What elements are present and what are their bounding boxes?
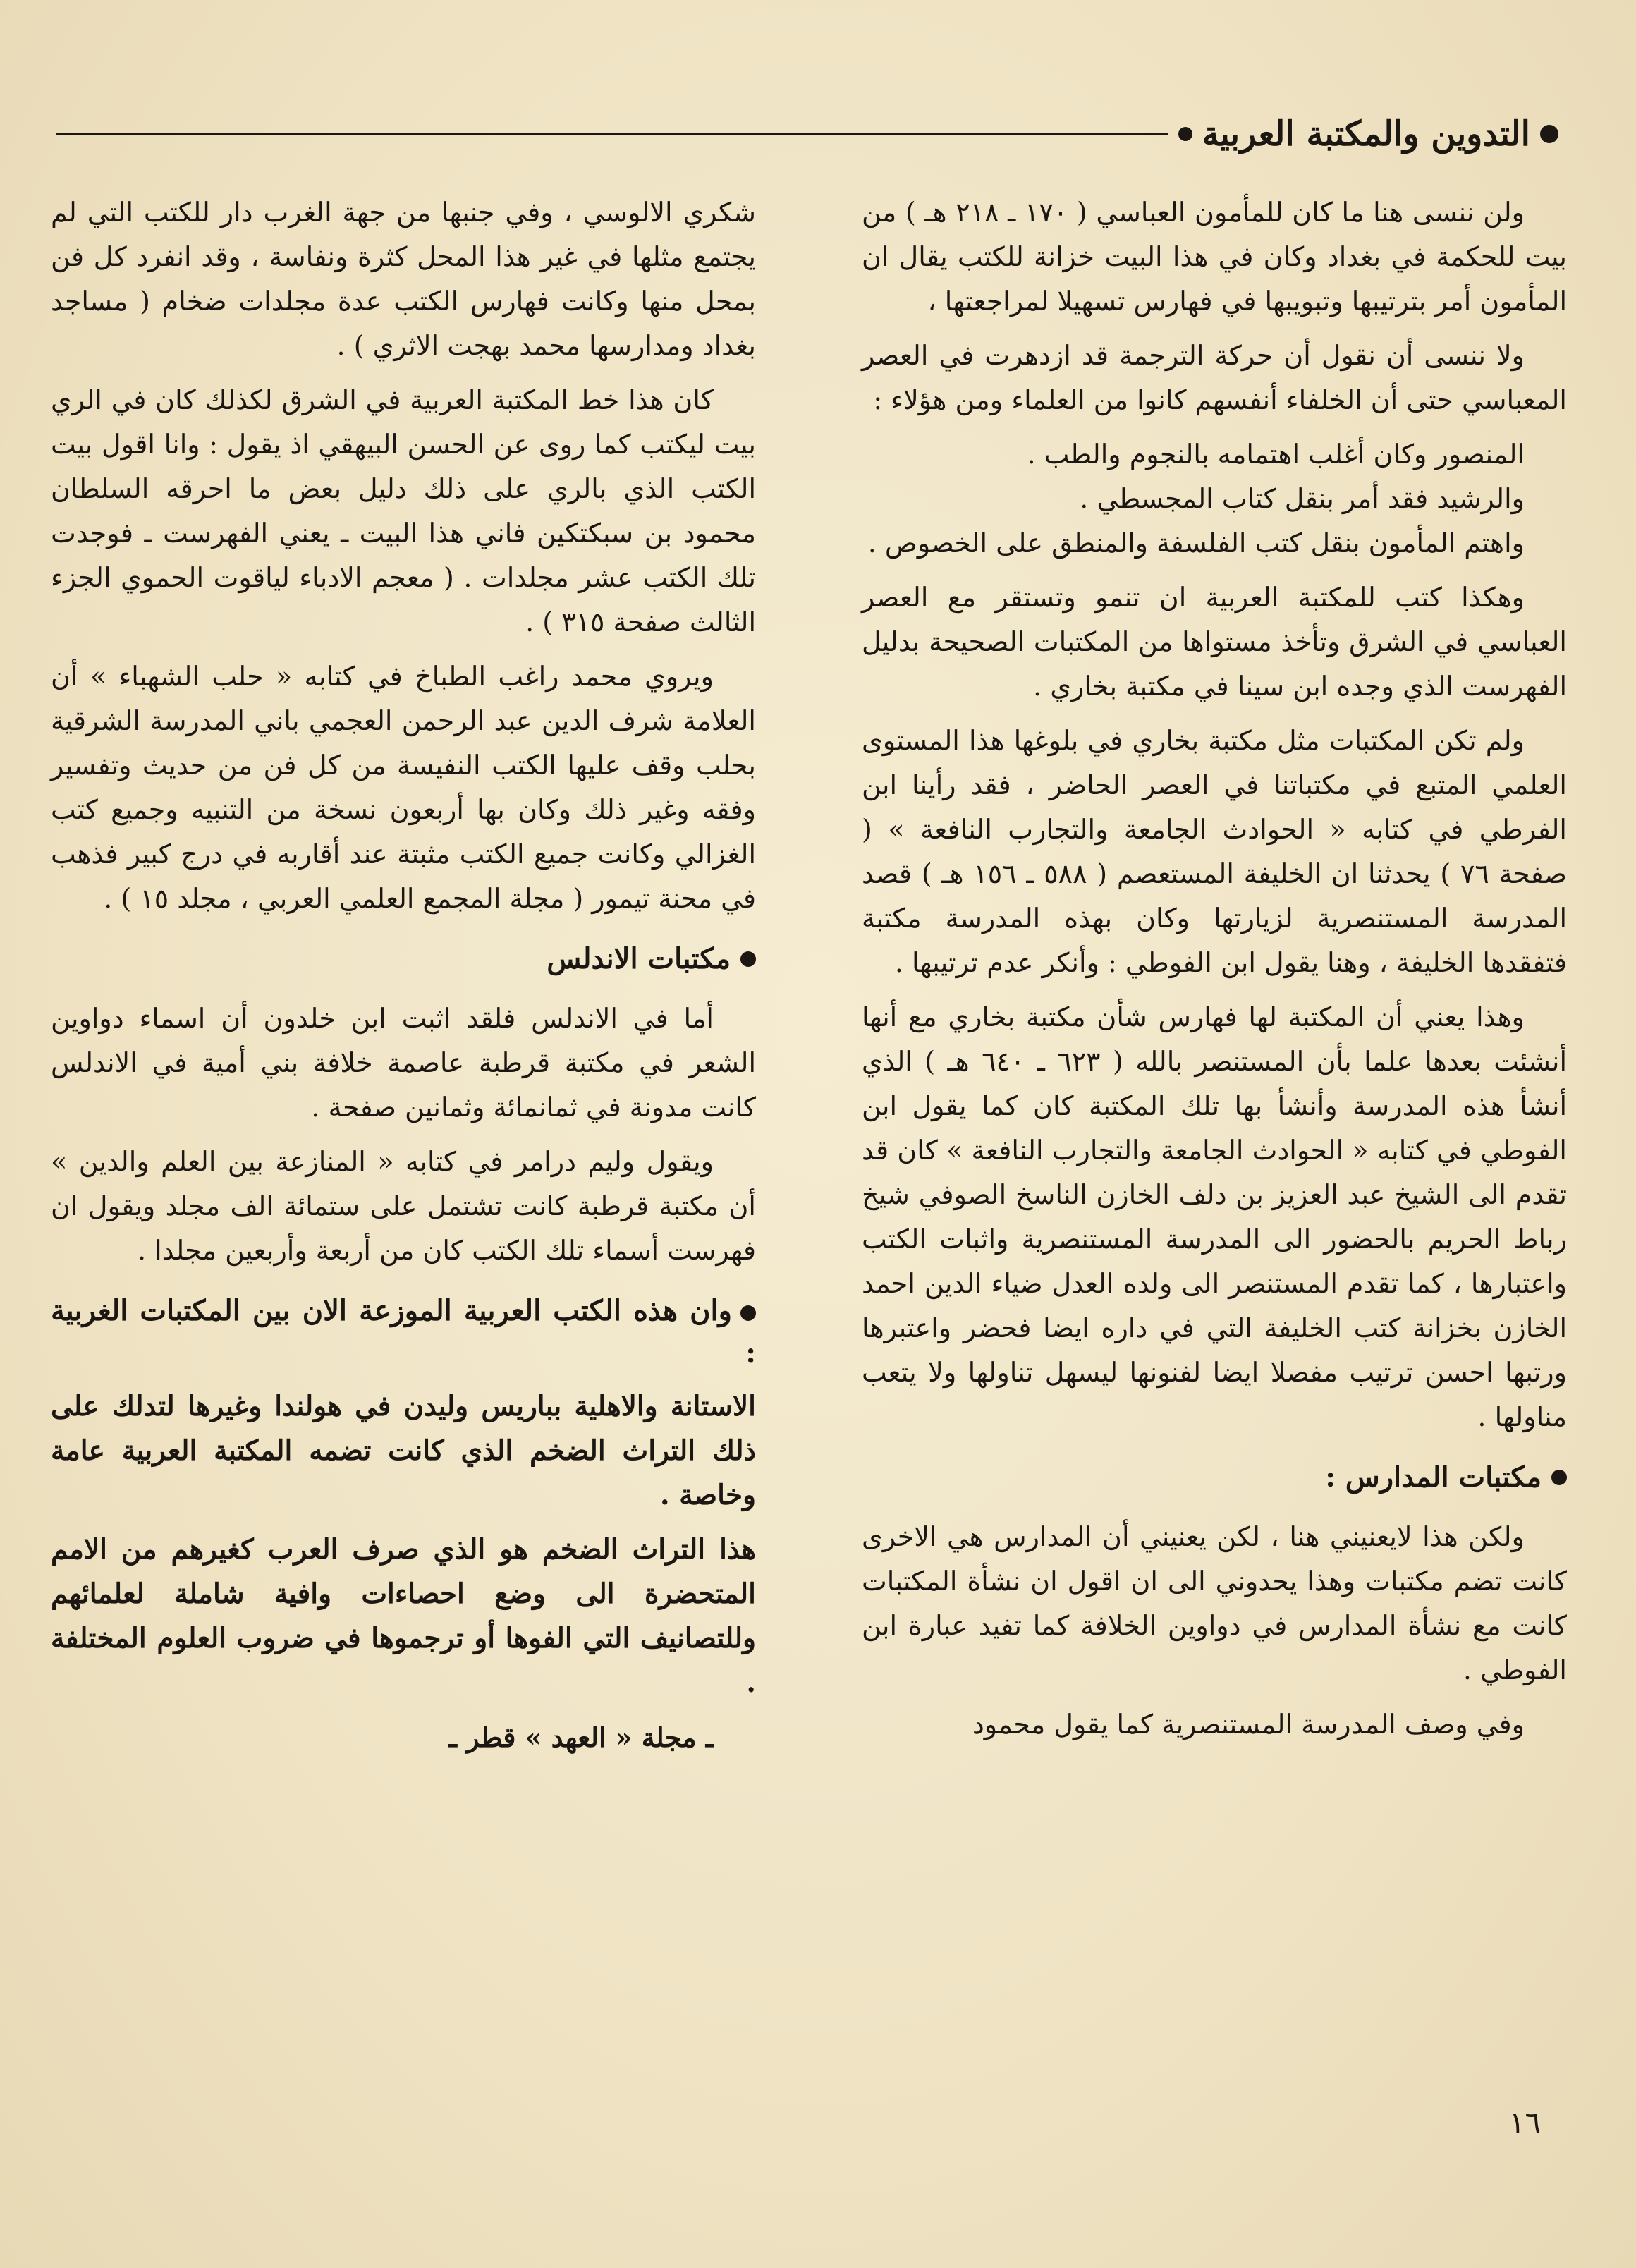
right-column: [862, 190, 1567, 1757]
paragraph: ولن ننسى هنا ما كان للمأمون العباسي ( ١٧٠ ـ ٢١٨ هـ ) من بيت للحكمة في بغداد وكان في هذا البيت خزانة للكتب يقال ان المأمون أمر بترتيبها وتبويبها في فهارس تسهيلا لمراجعتها ،: [862, 197, 1567, 317]
source-credit: ـ مجلة « العهد » قطر ـ: [448, 1721, 714, 1753]
paragraph: والرشيد فقد أمر بنقل كتاب المجسطي .: [1080, 483, 1525, 514]
running-header: [56, 106, 1558, 162]
paragraph: أما في الاندلس فلقد اثبت ابن خلدون أن اسماء دواوين الشعر في مكتبة قرطبة عاصمة خلافة بني أمية في الاندلس كانت مدونة في ثمانمائة وثمانين صفحة .: [51, 1003, 757, 1123]
section-heading: [51, 1290, 756, 1374]
bullet-icon: [740, 1305, 756, 1321]
paragraph: الاستانة والاهلية بباريس وليدن في هولندا وغيرها لتدلك على ذلك التراث الضخم الذي كانت تضمه المكتبة العربية عامة وخاصة .: [51, 1390, 756, 1511]
header-bullet-icon: [1540, 125, 1558, 143]
section-heading-text: مكتبات الاندلس: [547, 942, 731, 975]
section-heading: [862, 1455, 1567, 1499]
left-column: [51, 190, 756, 1769]
paragraph: وهذا يعني أن المكتبة لها فهارس شأن مكتبة بخاري مع أنها أنشئت بعدها علما بأن المستنصر بالله ( ٦٢٣ ـ ٦٤٠ هـ ) الذي أنشأ هذه المدرسة وأنشأ بها تلك المكتبة كان كما يقول ابن الفوطي في كتابه « الحوادث الجامعة والتجارب النافعة » كان قد تقدم الى الشيخ عبد العزيز بن دلف الخازن الناسخ الصوفي شيخ رباط الحريم بالحضور الى المدرسة المستنصرية واثبات الكتب واعتبارها ، كما تقدم المستنصر الى ولده العدل ضياء الدين احمد الخازن بخزانة كتب الخليفة التي في داره ايضا فحضر واعتبرها ورتبها احسن ترتيب مفصلا ايضا لفنونها ليسهل تناولها ولا يتعب مناولها .: [862, 1001, 1568, 1432]
paragraph: ويروي محمد راغب الطباخ في كتابه « حلب الشهباء » أن العلامة شرف الدين عبد الرحمن العجمي باني المدرسة الشرقية بحلب وقف عليها الكتب النفيسة من كل فن من حديث وتفسير وفقه وغير ذلك وكان بها أربعون نسخة من التنبيه وجميع كتب الغزالي وكانت جميع الكتب مثبتة عند أقاربه في درج كبير فذهب في محنة تيمور ( مجلة المجمع العلمي العربي ، مجلد ١٥ ) .: [51, 661, 756, 914]
paragraph: ولكن هذا لايعنيني هنا ، لكن يعنيني أن المدارس هي الاخرى كانت تضم مكتبات وهذا يحدوني الى ان اقول ان نشأة المكتبات كانت مع نشأة المدارس في دواوين الخلافة كما تفيد عبارة ابن الفوطي .: [862, 1521, 1567, 1685]
paragraph: ولم تكن المكتبات مثل مكتبة بخاري في بلوغها هذا المستوى العلمي المتبع في مكتباتنا في العصر الحاضر ، فقد رأينا ابن الفرطي في كتابه « الحوادث الجامعة والتجارب النافعة » ( صفحة ٧٦ ) يحدثنا ان الخليفة المستعصم ( ٥٨٨ ـ ١٥٦ هـ ) قصد المدرسة المستنصرية لزيارتها وكان بهذه المدرسة مكتبة فتفقدها الخليفة ، وهنا يقول ابن الفوطي : وأنكر عدم ترتيبها .: [862, 725, 1567, 978]
paragraph: شكري الالوسي ، وفي جنبها من جهة الغرب دار للكتب التي لم يجتمع مثلها في غير هذا المحل كثرة ونفاسة ، وقد انفرد كل فن بمحل منها وكانت فهارس الكتب عدة مجلدات ضخام ( مساجد بغداد ومدارسها محمد بهجت الاثري ) .: [51, 197, 756, 361]
paragraph: وهكذا كتب للمكتبة العربية ان تنمو وتستقر مع العصر العباسي في الشرق وتأخذ مستواها من المكتبات الصحيحة بدليل الفهرست الذي وجده ابن سينا في مكتبة بخاري .: [862, 582, 1567, 702]
paragraph: المنصور وكان أغلب اهتمامه بالنجوم والطب .: [1027, 439, 1525, 470]
bullet-icon: [1551, 1470, 1567, 1485]
page-number: ١٦: [1508, 2105, 1541, 2140]
header-rule: [56, 133, 1168, 135]
paragraph: وفي وصف المدرسة المستنصرية كما يقول محمود: [972, 1709, 1525, 1740]
paragraph: كان هذا خط المكتبة العربية في الشرق لكذلك كان في الري بيت ليكتب كما روى عن الحسن البيهقي اذ يقول : وانا اقول بيت الكتب الذي بالري على ذلك دليل بعض ما احرقه السلطان محمود بن سبكتكين فاني هذا البيت ـ يعني الفهرست ـ فوجدت تلك الكتب عشر مجلدات . ( معجم الادباء لياقوت الحموي الجزء الثالث صفحة ٣١٥ ) .: [51, 384, 756, 638]
paragraph: هذا التراث الضخم هو الذي صرف العرب كغيرهم من الامم المتحضرة الى وضع احصاءات وافية شاملة لعلمائهم وللتصانيف التي الفوها أو ترجموها في ضروب العلوم المختلفة .: [51, 1533, 756, 1699]
header-bullet-icon: [1178, 127, 1192, 141]
section-heading-text: وان هذه الكتب العربية الموزعة الان بين المكتبات الغربية :: [51, 1294, 756, 1370]
paragraph: واهتم المأمون بنقل كتب الفلسفة والمنطق على الخصوص .: [867, 528, 1525, 559]
bullet-icon: [740, 951, 756, 967]
paragraph: ويقول وليم درامر في كتابه « المنازعة بين العلم والدين » أن مكتبة قرطبة كانت تشتمل على ستمائة الف مجلد ويقول ان فهرست أسماء تلك الكتب كان من أربعة وأربعين مجلدا .: [51, 1146, 756, 1266]
section-heading-text: مكتبات المدارس :: [1325, 1461, 1542, 1494]
paragraph: ولا ننسى أن نقول أن حركة الترجمة قد ازدهرت في العصر المعباسي حتى أن الخلفاء أنفسهم كانوا من العلماء ومن هؤلاء :: [862, 340, 1567, 415]
header-title: التدوين والمكتبة العربية: [1202, 114, 1530, 154]
section-heading: [51, 937, 756, 981]
